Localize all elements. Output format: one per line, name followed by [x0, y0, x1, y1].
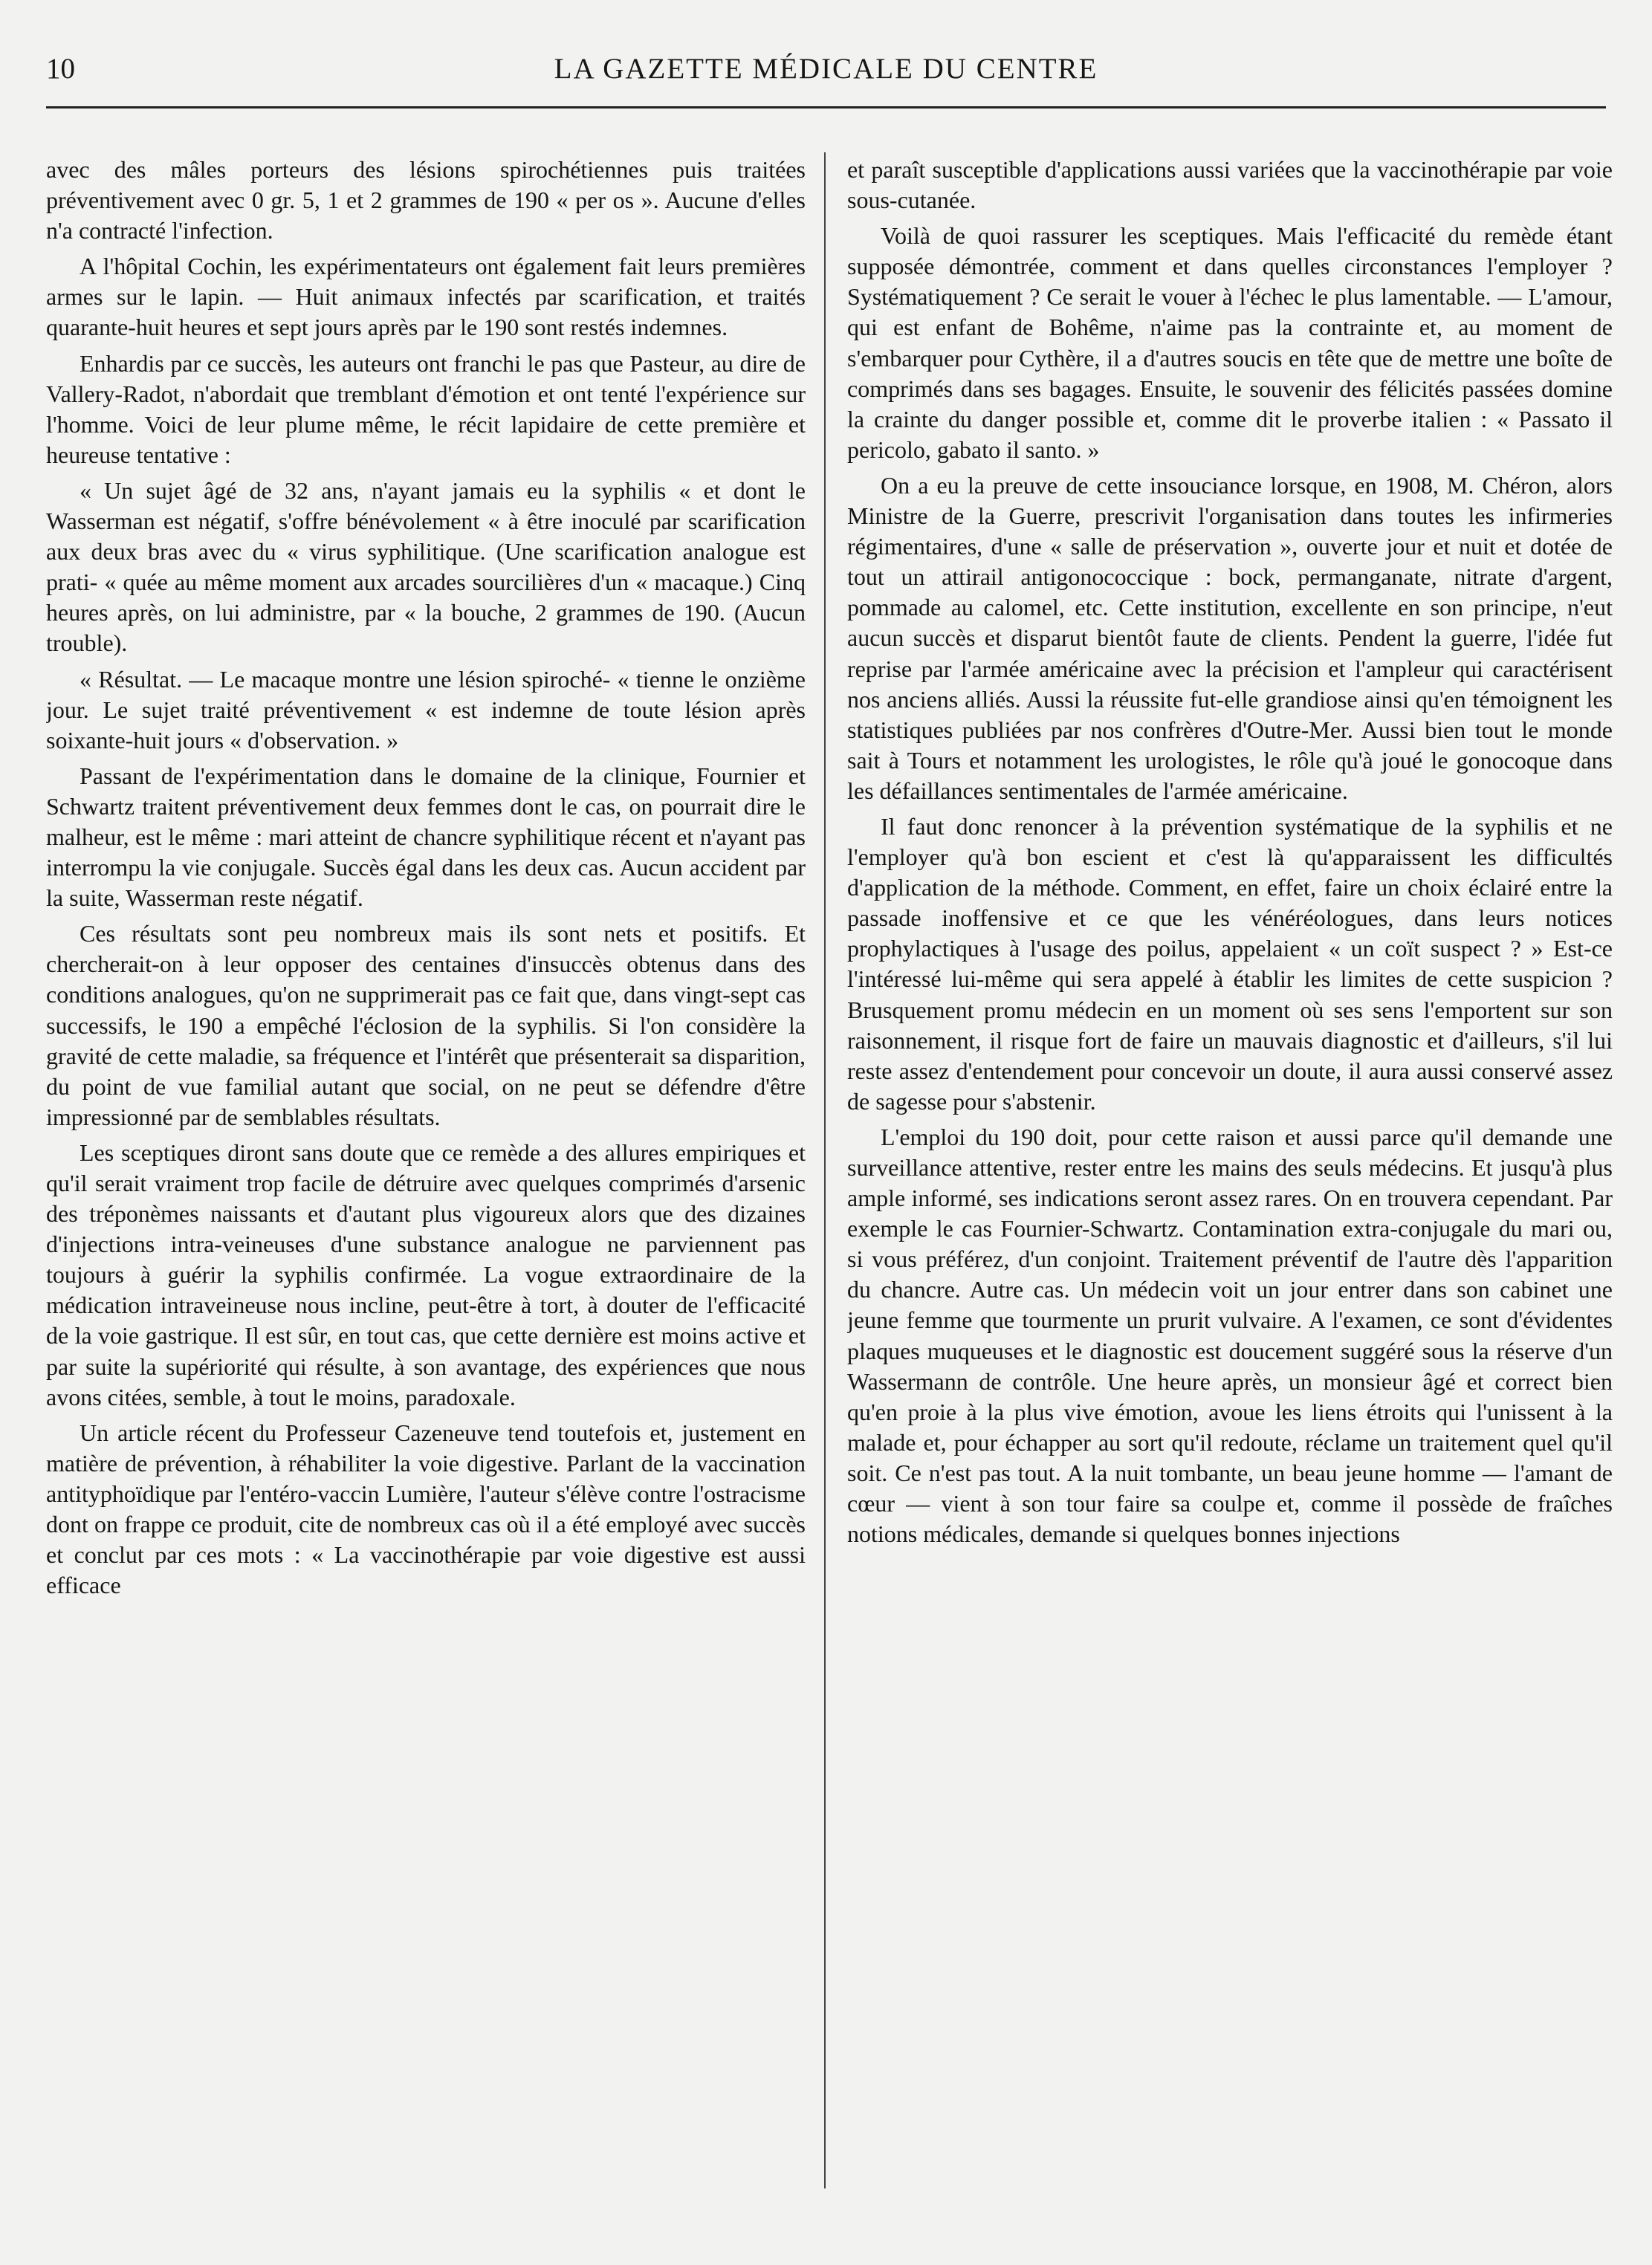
- paragraph: A l'hôpital Cochin, les expérimentateurs ont également fait leurs premières armes sur le lapin. — Huit animaux infectés par scarification, et traités quarante-huit heures et sept jours après par le 190 sont restés indemnes.: [46, 253, 806, 341]
- page-number: 10: [46, 53, 75, 85]
- paragraph: Ces résultats sont peu nombreux mais ils sont nets et positifs. Et chercherait-on à leur opposer des centaines d'insuccès obtenus dans des conditions analogues, qu'on ne supprimerait pas ce fait que, dans vingt-sept cas successifs, le 190 a empêché l'éclosion de la syphilis. Si l'on considère la gravité de cette maladie, sa fréquence et l'intérêt que présenterait sa disparition, du point de vue familial autant que social, on ne peut se défendre d'être impressionné par de semblables résultats.: [46, 920, 806, 1130]
- paragraph: On a eu la preuve de cette insouciance lorsque, en 1908, M. Chéron, alors Ministre de la Guerre, prescrivit l'organisation dans toutes les infirmeries régimentaires, d'une « salle de préservation », ouverte jour et nuit et dotée de tout un attirail antigonococcique : bock, permanganate, nitrate d'argent, pommade au calomel, etc. Cette institution, excellente en son principe, n'eut aucun succès et disparut bientôt faute de clients. Pendent la guerre, l'idée fut reprise par l'armée américaine avec la précision et l'ampleur qui caractérisent nos anciens alliés. Aussi la réussite fut-elle grandiose ainsi qu'en témoignent les statistiques publiées par nos confrères d'Outre-Mer. Aussi bien tout le monde sait à Tours et notamment les urologistes, le rôle qu'à joué le gonocoque dans les défaillances sentimentales de l'armée américaine.: [847, 471, 1613, 804]
- paragraph: Il faut donc renoncer à la prévention systématique de la syphilis et ne l'employer qu'à bon escient et c'est là qu'apparaissent les difficultés d'application de la méthode. Comment, en effet, faire un choix éclairé entre la passade inoffensive et ce que les vénéréologues, dans leurs notices prophylactiques à l'usage des poilus, appelaient « un coït suspect ? » Est-ce l'intéressé lui-même qui sera appelé à établir les limites de cette suspicion ? Brusquement promu médecin en un moment où ses sens l'emportent sur son raisonnement, il risque fort de faire un mauvais diagnostic et d'ailleurs, s'il lui reste assez d'entendement pour concevoir un doute, il aura aussi conservé assez de sagesse pour s'abstenir.: [847, 812, 1613, 1115]
- header-rule: [46, 106, 1606, 108]
- paragraph: avec des mâles porteurs des lésions spirochétiennes puis traitées préventivement avec 0 gr. 5, 1 et 2 grammes de 190 « per os ». Aucune d'elles n'a contracté l'infection.: [46, 156, 806, 244]
- paragraph: L'emploi du 190 doit, pour cette raison et aussi parce qu'il demande une surveillance attentive, rester entre les mains des seuls médecins. Et jusqu'à plus ample informé, ses indications seront assez rares. On en trouvera cependant. Par exemple le cas Fournier-Schwartz. Contamination extra-conjugale du mari ou, si vous préférez, d'un conjoint. Traitement préventif de l'autre dès l'apparition du chancre. Autre cas. Un médecin voit un jour entrer dans son cabinet une jeune femme que tourmente un prurit vulvaire. A l'examen, ce sont d'évidentes plaques muqueuses et le diagnostic est doucement suggéré sous la réserve d'un Wassermann de contrôle. Une heure après, un monsieur âgé et correct bien qu'en proie à la plus vive émotion, avoue les liens étroits qui l'unissent à la malade et, pour échapper au sort qu'il redoute, réclame un traitement quel qu'il soit. Ce n'est pas tout. A la nuit tombante, un beau jeune homme — l'amant de cœur — vient à son tour faire sa coulpe et, comme il possède de fraîches notions médicales, demande si quelques bonnes injections: [847, 1123, 1613, 1548]
- quoted-paragraph: « Un sujet âgé de 32 ans, n'ayant jamais eu la syphilis « et dont le Wasserman est négatif, s'offre bénévolement « à être inoculé par scarification aux deux bras avec du « virus syphilitique. (Une scarification analogue est prati- « quée au même moment aux arcades sourcilières d'un « macaque.) Cinq heures après, on lui administre, par « la bouche, 2 grammes de 190. (Aucun trouble).: [46, 476, 806, 657]
- paragraph: Passant de l'expérimentation dans le domaine de la clinique, Fournier et Schwartz traitent préventivement deux femmes dont le cas, on pourrait dire le malheur, est le même : mari atteint de chancre syphilitique récent et n'ayant pas interrompu la vie conjugale. Succès égal dans les deux cas. Aucun accident par la suite, Wasserman reste négatif.: [46, 762, 806, 912]
- running-title: LA GAZETTE MÉDICALE DU CENTRE: [554, 53, 1098, 85]
- column-divider: [824, 152, 826, 2188]
- paragraph: Les sceptiques diront sans doute que ce remède a des allures empiriques et qu'il serait vraiment trop facile de détruire avec quelques comprimés d'arsenic des tréponèmes naissants et d'autant plus vigoureux alors que des dizaines d'injections intra-veineuses d'une substance analogue ne parviennent pas toujours à guérir la syphilis confirmée. La vogue extraordinaire de la médication intraveineuse nous incline, peut-être à tort, à douter de l'efficacité de la voie gastrique. Il est sûr, en tout cas, que cette dernière est moins active et par suite la supériorité qui résulte, à son avantage, des expériences que nous avons citées, semble, à tout le moins, paradoxale.: [46, 1138, 806, 1410]
- paragraph: Enhardis par ce succès, les auteurs ont franchi le pas que Pasteur, au dire de Vallery-Radot, n'abordait que tremblant d'émotion et ont tenté l'expérience sur l'homme. Voici de leur plume même, le récit lapidaire de cette première et heureuse tentative :: [46, 349, 806, 468]
- quoted-paragraph: « Résultat. — Le macaque montre une lésion spiroché- « tienne le onzième jour. Le sujet traité préventivement « est indemne de toute lésion après soixante-huit jours « d'observation. »: [46, 665, 806, 754]
- paragraph: et paraît susceptible d'applications aussi variées que la vaccinothérapie par voie sous-cutanée.: [847, 156, 1613, 214]
- left-column: [46, 155, 806, 2206]
- paragraph: Un article récent du Professeur Cazeneuve tend toutefois et, justement en matière de prévention, à réhabiliter la voie digestive. Parlant de la vaccination antityphoïdique par l'entéro-vaccin Lumière, l'auteur s'élève contre l'ostracisme dont on frappe ce produit, cite de nombreux cas où il a été employé avec succès et conclut par ces mots : « La vaccinothérapie par voie digestive est aussi efficace: [46, 1419, 806, 1599]
- paragraph: Voilà de quoi rassurer les sceptiques. Mais l'efficacité du remède étant supposée démontrée, comment et dans quelles circonstances l'employer ? Systématiquement ? Ce serait le vouer à l'échec le plus lamentable. — L'amour, qui est enfant de Bohême, n'aime pas la contrainte et, au moment de s'embarquer pour Cythère, il a d'autres soucis en tête que de mettre une boîte de comprimés dans ses bagages. Ensuite, le souvenir des félicités passées domine la crainte du danger possible et, comme dit le proverbe italien : « Passato il pericolo, gabato il santo. »: [847, 222, 1613, 463]
- right-column: [847, 155, 1613, 2206]
